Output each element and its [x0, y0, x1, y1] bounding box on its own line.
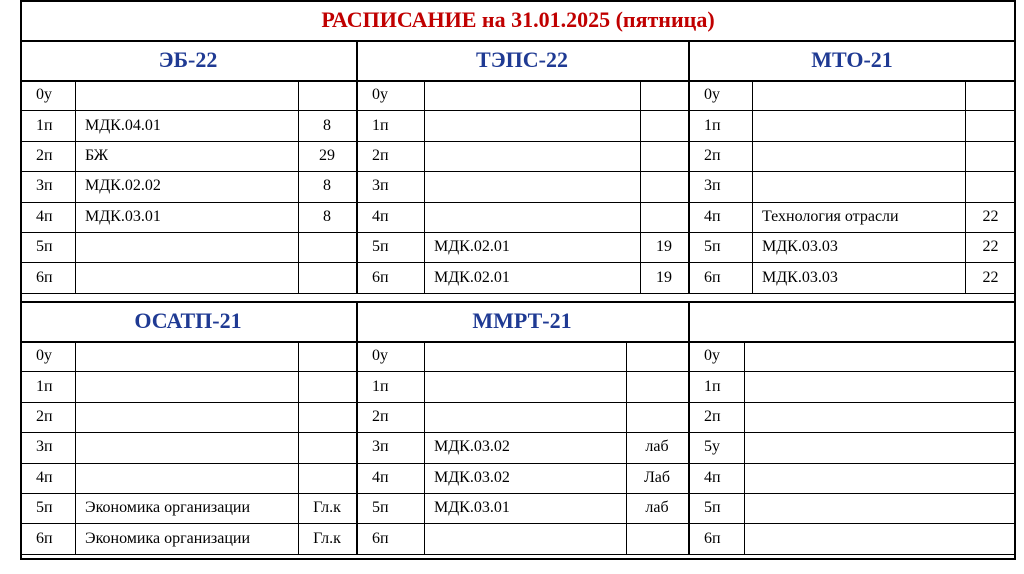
room-cell: [298, 402, 356, 432]
lesson-number: 1п: [372, 116, 389, 134]
subject-cell: МДК.03.03: [762, 268, 838, 286]
lesson-number: 2п: [36, 407, 53, 425]
subject-cell: [744, 371, 1016, 401]
subject-cell: [744, 523, 1016, 553]
lesson-number: 4п: [372, 468, 389, 486]
subject-cell: [424, 341, 626, 371]
subject-cell: МДК.03.02: [434, 468, 510, 486]
lesson-number: 3п: [36, 177, 53, 195]
subject-cell: [752, 80, 965, 110]
room-cell: [298, 232, 356, 262]
lesson-number: 6п: [36, 268, 53, 286]
row-divider: [20, 554, 1016, 555]
lesson-number: 1п: [36, 377, 53, 395]
subject-cell: Технология отрасли: [762, 207, 899, 225]
room-cell: [965, 171, 1016, 201]
subject-cell: [75, 341, 298, 371]
lesson-number: 2п: [704, 146, 721, 164]
subject-cell: [424, 141, 640, 171]
outer-border-top: [20, 0, 1016, 2]
subject-cell: [75, 80, 298, 110]
room-cell: лаб: [645, 438, 669, 456]
row-divider: [20, 523, 1016, 524]
lesson-number: 0у: [36, 86, 52, 104]
lesson-number: 3п: [704, 177, 721, 195]
lesson-number: 1п: [36, 116, 53, 134]
row-divider: [20, 371, 1016, 372]
subject-cell: [424, 80, 640, 110]
room-cell: [965, 110, 1016, 140]
subject-cell: [75, 232, 298, 262]
room-cell: Лаб: [643, 468, 671, 486]
room-cell: Гл.к: [313, 499, 341, 517]
room-cell: [640, 141, 688, 171]
row-divider: [20, 232, 1016, 233]
subject-cell: Экономика организации: [85, 529, 250, 547]
subject-cell: [75, 402, 298, 432]
schedule-title: РАСПИСАНИЕ на 31.01.2025 (пятница): [321, 7, 715, 32]
room-cell: [640, 171, 688, 201]
lesson-number: 2п: [704, 407, 721, 425]
group-header: ТЭПС-22: [476, 47, 568, 72]
row-divider: [20, 141, 1016, 142]
subject-cell: [744, 402, 1016, 432]
subject-cell: МДК.04.01: [85, 116, 161, 134]
lesson-number: 2п: [372, 146, 389, 164]
lesson-number: 6п: [372, 268, 389, 286]
lesson-number: 0у: [704, 86, 720, 104]
subject-cell: БЖ: [85, 146, 109, 164]
subject-cell: [752, 141, 965, 171]
lesson-number: 4п: [704, 468, 721, 486]
room-cell: лаб: [645, 499, 669, 517]
subject-cell: [424, 202, 640, 232]
row-divider: [20, 493, 1016, 494]
room-cell: 19: [656, 268, 672, 286]
room-cell: [640, 110, 688, 140]
group-header: [688, 301, 1016, 341]
row-divider: [20, 202, 1016, 203]
lesson-number: 6п: [372, 529, 389, 547]
subject-cell: [424, 523, 626, 553]
subject-cell: [424, 402, 626, 432]
lesson-number: 3п: [36, 438, 53, 456]
room-cell: [298, 463, 356, 493]
group-header: ЭБ-22: [158, 47, 218, 72]
lesson-number: 1п: [704, 377, 721, 395]
subject-cell: [75, 432, 298, 462]
subject-cell: [424, 110, 640, 140]
room-cell: 8: [323, 207, 331, 225]
lesson-number: 5п: [704, 238, 721, 256]
room-cell: [298, 341, 356, 371]
subject-cell: МДК.03.03: [762, 238, 838, 256]
row-divider: [20, 432, 1016, 433]
lesson-number: 0у: [36, 347, 52, 365]
lesson-number: 5п: [704, 499, 721, 517]
group-header: МТО-21: [811, 47, 893, 72]
subject-cell: МДК.03.01: [85, 207, 161, 225]
lesson-number: 2п: [372, 407, 389, 425]
subject-cell: [75, 371, 298, 401]
subject-cell: Экономика организации: [85, 499, 250, 517]
lesson-number: 0у: [372, 86, 388, 104]
subject-cell: [744, 341, 1016, 371]
room-cell: [640, 202, 688, 232]
room-cell: 19: [656, 238, 672, 256]
room-cell: 22: [982, 207, 999, 225]
outer-border-bottom: [20, 558, 1016, 560]
room-cell: 22: [982, 238, 999, 256]
room-cell: [298, 371, 356, 401]
subject-cell: [752, 171, 965, 201]
lesson-number: 4п: [36, 207, 53, 225]
subject-cell: [744, 463, 1016, 493]
subject-cell: МДК.03.01: [434, 499, 510, 517]
lesson-number: 6п: [36, 529, 53, 547]
room-cell: [626, 523, 688, 553]
subject-cell: [424, 171, 640, 201]
lesson-number: 3п: [372, 438, 389, 456]
lesson-number: 4п: [36, 468, 53, 486]
row-divider: [20, 262, 1016, 263]
subject-cell: МДК.03.02: [434, 438, 510, 456]
room-cell: [626, 402, 688, 432]
room-cell: Гл.к: [313, 529, 341, 547]
lesson-number: 6п: [704, 529, 721, 547]
lesson-number: 0у: [704, 347, 720, 365]
subject-cell: [744, 493, 1016, 523]
room-cell: 8: [323, 177, 331, 195]
room-cell: 8: [323, 116, 331, 134]
room-cell: [298, 432, 356, 462]
subject-cell: МДК.02.01: [434, 238, 510, 256]
subject-cell: [752, 110, 965, 140]
lesson-number: 3п: [372, 177, 389, 195]
subject-cell: МДК.02.02: [85, 177, 161, 195]
schedule-sheet: [20, 0, 1016, 559]
subject-cell: [424, 371, 626, 401]
room-cell: [965, 141, 1016, 171]
lesson-number: 4п: [372, 207, 389, 225]
lesson-number: 4п: [704, 207, 721, 225]
lesson-number: 6п: [704, 268, 721, 286]
room-cell: [640, 80, 688, 110]
group-header: ММРТ-21: [472, 308, 572, 333]
room-cell: [626, 371, 688, 401]
subject-cell: МДК.02.01: [434, 268, 510, 286]
row-divider: [20, 293, 1016, 294]
lesson-number: 0у: [372, 347, 388, 365]
lesson-number: 1п: [704, 116, 721, 134]
lesson-number: 5п: [36, 238, 53, 256]
row-divider: [20, 402, 1016, 403]
room-cell: [965, 80, 1016, 110]
row-divider: [20, 171, 1016, 172]
lesson-number: 5п: [372, 238, 389, 256]
group-header: ОСАТП-21: [134, 308, 242, 333]
subject-cell: [75, 463, 298, 493]
lesson-number: 5у: [704, 438, 720, 456]
room-cell: 29: [319, 146, 335, 164]
lesson-number: 1п: [372, 377, 389, 395]
room-cell: [626, 341, 688, 371]
lesson-number: 5п: [36, 499, 53, 517]
lesson-number: 5п: [372, 499, 389, 517]
room-cell: [298, 80, 356, 110]
room-cell: 22: [982, 268, 999, 286]
room-cell: [298, 262, 356, 292]
subject-cell: [75, 262, 298, 292]
subject-cell: [744, 432, 1016, 462]
lesson-number: 2п: [36, 146, 53, 164]
row-divider: [20, 110, 1016, 111]
row-divider: [20, 463, 1016, 464]
